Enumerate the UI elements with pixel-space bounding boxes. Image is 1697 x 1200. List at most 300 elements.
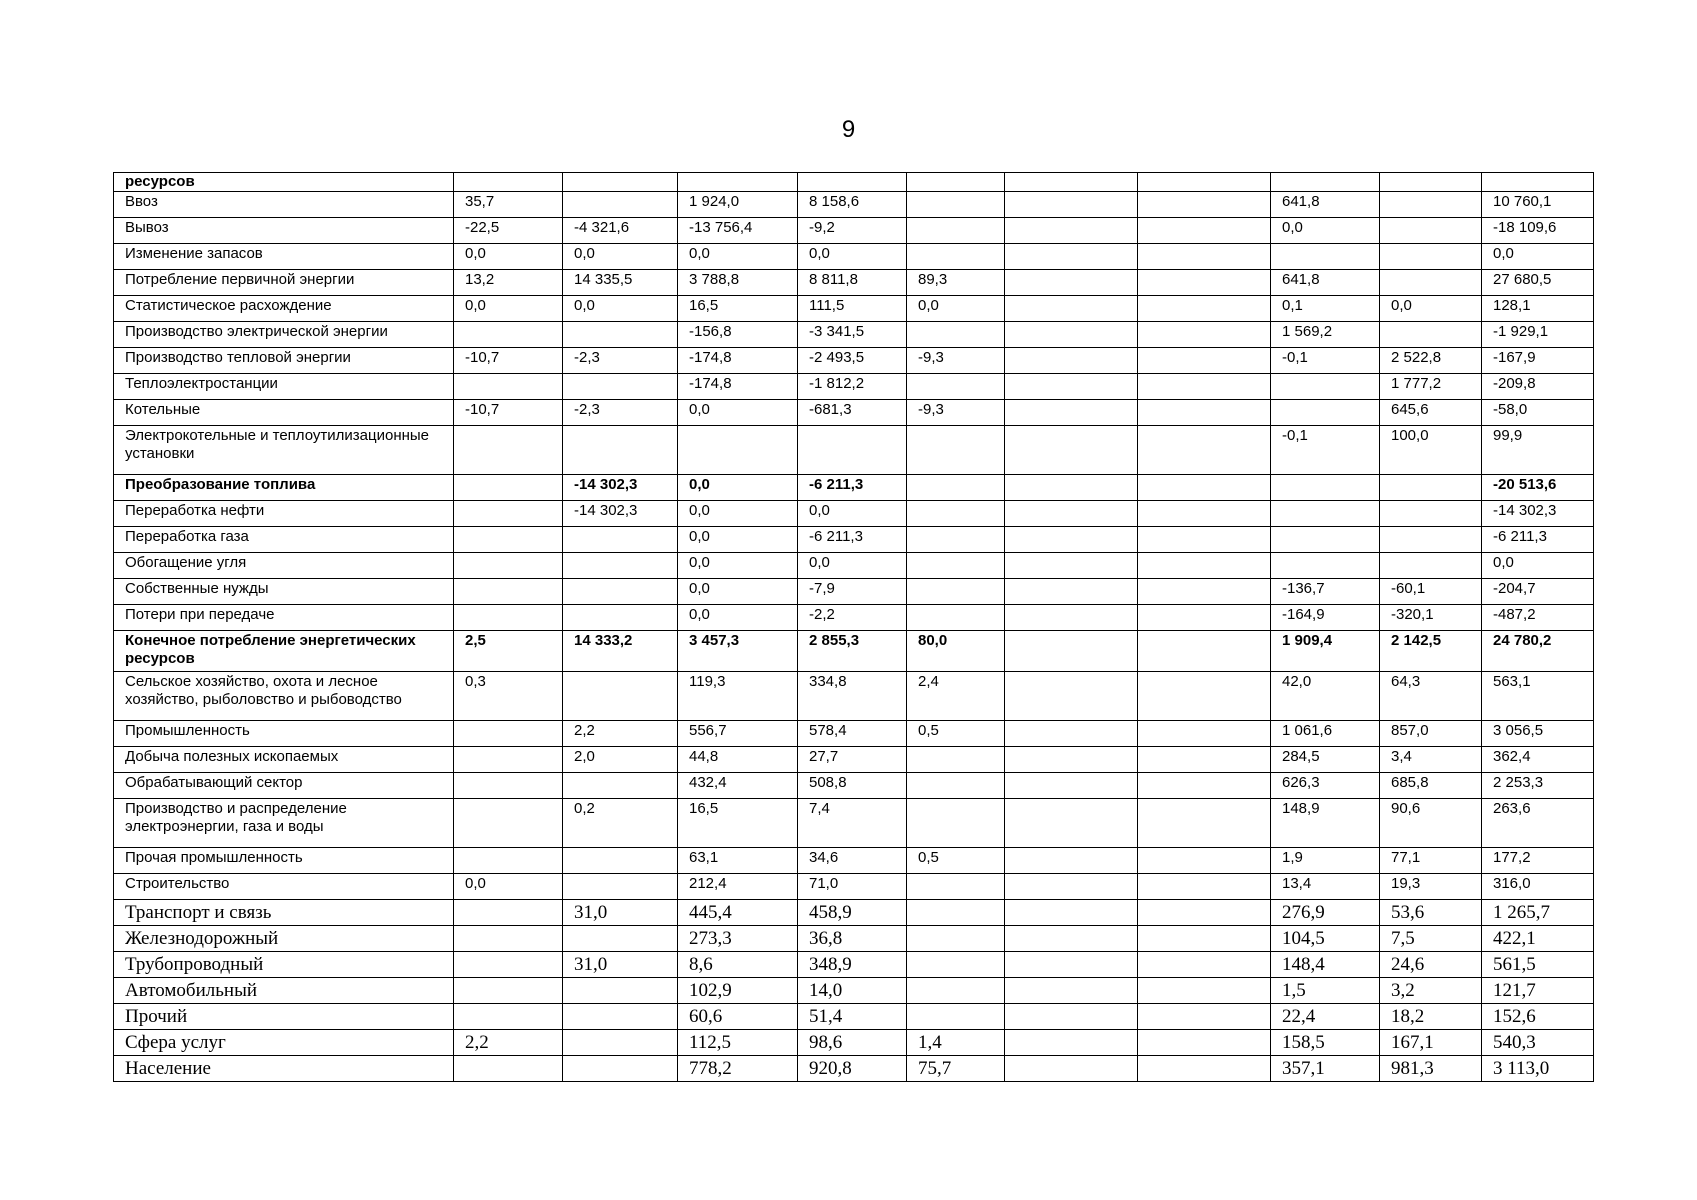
table-cell: -164,9: [1271, 605, 1380, 631]
table-cell: [1005, 400, 1138, 426]
table-cell: -58,0: [1482, 400, 1594, 426]
table-cell: 357,1: [1271, 1056, 1380, 1082]
row-label: Обрабатывающий сектор: [114, 773, 454, 799]
table-cell: -9,3: [907, 400, 1005, 426]
table-cell: 14 335,5: [563, 270, 678, 296]
table-cell: -4 321,6: [563, 218, 678, 244]
table-cell: 626,3: [1271, 773, 1380, 799]
table-cell: 263,6: [1482, 799, 1594, 848]
table-row: [114, 1030, 1594, 1056]
table-cell: [907, 426, 1005, 475]
table-cell: 24 780,2: [1482, 631, 1594, 672]
table-cell: [1005, 296, 1138, 322]
table-cell: 8 158,6: [798, 192, 907, 218]
row-label: Изменение запасов: [114, 244, 454, 270]
table-cell: 3,4: [1380, 747, 1482, 773]
table-cell: [454, 978, 563, 1004]
table-cell: -9,2: [798, 218, 907, 244]
table-cell: [1138, 926, 1271, 952]
table-cell: 7,4: [798, 799, 907, 848]
table-cell: [563, 874, 678, 900]
table-row: [114, 348, 1594, 374]
table-cell: [1005, 579, 1138, 605]
table-cell: [563, 773, 678, 799]
table-cell: [1138, 799, 1271, 848]
table-cell: 0,0: [678, 475, 798, 501]
table-cell: 34,6: [798, 848, 907, 874]
table-cell: 10 760,1: [1482, 192, 1594, 218]
table-cell: [1271, 501, 1380, 527]
table-cell: [678, 426, 798, 475]
table-cell: -209,8: [1482, 374, 1594, 400]
table-cell: 14 333,2: [563, 631, 678, 672]
table-cell: -1 929,1: [1482, 322, 1594, 348]
table-cell: 556,7: [678, 721, 798, 747]
table-cell: -10,7: [454, 348, 563, 374]
table-cell: 167,1: [1380, 1030, 1482, 1056]
row-label: Трубопроводный: [114, 952, 454, 978]
table-cell: [1005, 799, 1138, 848]
table-row: [114, 952, 1594, 978]
table-cell: 22,4: [1271, 1004, 1380, 1030]
table-cell: 19,3: [1380, 874, 1482, 900]
table-cell: 1,4: [907, 1030, 1005, 1056]
table-cell: -1 812,2: [798, 374, 907, 400]
row-label: Население: [114, 1056, 454, 1082]
table-cell: [1005, 244, 1138, 270]
table-cell: [563, 553, 678, 579]
table-row: [114, 1056, 1594, 1082]
table-cell: 31,0: [563, 952, 678, 978]
table-cell: [907, 374, 1005, 400]
table-cell: [907, 747, 1005, 773]
table-cell: 0,0: [1380, 296, 1482, 322]
table-cell: [907, 773, 1005, 799]
table-row: [114, 926, 1594, 952]
table-cell: [907, 579, 1005, 605]
row-label: Прочий: [114, 1004, 454, 1030]
table-cell: 458,9: [798, 900, 907, 926]
table-cell: 685,8: [1380, 773, 1482, 799]
table-cell: 148,9: [1271, 799, 1380, 848]
row-label: Строительство: [114, 874, 454, 900]
table-cell: 2,2: [563, 721, 678, 747]
row-label: Потребление первичной энергии: [114, 270, 454, 296]
table-cell: [563, 672, 678, 721]
table-cell: [1005, 605, 1138, 631]
table-cell: 540,3: [1482, 1030, 1594, 1056]
table-cell: [798, 426, 907, 475]
table-cell: [1138, 322, 1271, 348]
table-cell: [1138, 1030, 1271, 1056]
table-cell: 0,0: [678, 400, 798, 426]
table-cell: 121,7: [1482, 978, 1594, 1004]
table-cell: 0,0: [678, 244, 798, 270]
table-cell: -6 211,3: [1482, 527, 1594, 553]
table-cell: 0,1: [1271, 296, 1380, 322]
table-cell: 64,3: [1380, 672, 1482, 721]
table-cell: 13,4: [1271, 874, 1380, 900]
table-cell: [454, 553, 563, 579]
table-cell: [1271, 475, 1380, 501]
table-cell: -0,1: [1271, 426, 1380, 475]
table-cell: 0,0: [1482, 553, 1594, 579]
table-cell: [907, 475, 1005, 501]
table-cell: [1138, 475, 1271, 501]
table-cell: [1138, 553, 1271, 579]
table-row: [114, 799, 1594, 848]
table-cell: [907, 952, 1005, 978]
table-cell: [1380, 192, 1482, 218]
table-cell: [907, 605, 1005, 631]
row-label: Сфера услуг: [114, 1030, 454, 1056]
table-cell: 3 457,3: [678, 631, 798, 672]
table-cell: 0,0: [798, 244, 907, 270]
table-cell: 111,5: [798, 296, 907, 322]
table-cell: 422,1: [1482, 926, 1594, 952]
table-cell: 0,0: [678, 501, 798, 527]
table-row: [114, 244, 1594, 270]
table-cell: [1005, 672, 1138, 721]
table-cell: [1005, 900, 1138, 926]
table-cell: 0,0: [678, 527, 798, 553]
table-row: [114, 1004, 1594, 1030]
table-cell: [1380, 475, 1482, 501]
table-cell: [1138, 501, 1271, 527]
table-cell: [1138, 527, 1271, 553]
table-cell: [563, 192, 678, 218]
table-cell: 0,0: [678, 605, 798, 631]
table-row: [114, 192, 1594, 218]
table-cell: -2 493,5: [798, 348, 907, 374]
table-cell: [1005, 501, 1138, 527]
table-cell: [454, 747, 563, 773]
row-label: Статистическое расхождение: [114, 296, 454, 322]
table-cell: 0,0: [563, 244, 678, 270]
table-cell: [454, 501, 563, 527]
table-cell: [1138, 296, 1271, 322]
table-cell: 857,0: [1380, 721, 1482, 747]
table-row: [114, 270, 1594, 296]
table-cell: 16,5: [678, 799, 798, 848]
table-cell: 348,9: [798, 952, 907, 978]
row-label: Производство тепловой энергии: [114, 348, 454, 374]
table-cell: [1005, 553, 1138, 579]
table-cell: [1138, 218, 1271, 244]
table-cell: 0,5: [907, 848, 1005, 874]
table-cell: [1271, 173, 1380, 192]
row-label: Железнодорожный: [114, 926, 454, 952]
table-cell: 0,0: [1482, 244, 1594, 270]
table-cell: -174,8: [678, 348, 798, 374]
table-cell: 2,0: [563, 747, 678, 773]
table-cell: 80,0: [907, 631, 1005, 672]
table-cell: [454, 173, 563, 192]
table-cell: [1005, 773, 1138, 799]
table-cell: [1138, 270, 1271, 296]
table-cell: [1005, 426, 1138, 475]
table-cell: 2,2: [454, 1030, 563, 1056]
table-cell: 561,5: [1482, 952, 1594, 978]
table-cell: 0,0: [454, 874, 563, 900]
table-cell: 152,6: [1482, 1004, 1594, 1030]
table-cell: 119,3: [678, 672, 798, 721]
table-cell: 77,1: [1380, 848, 1482, 874]
table-cell: [454, 1004, 563, 1030]
row-label: Транспорт и связь: [114, 900, 454, 926]
table-cell: [1138, 1004, 1271, 1030]
table-cell: 645,6: [1380, 400, 1482, 426]
table-cell: 0,0: [454, 244, 563, 270]
table-cell: [1138, 978, 1271, 1004]
table-cell: [563, 173, 678, 192]
row-label: Вывоз: [114, 218, 454, 244]
table-row: [114, 848, 1594, 874]
table-cell: -9,3: [907, 348, 1005, 374]
table-row: [114, 501, 1594, 527]
table-cell: [907, 527, 1005, 553]
table-cell: 0,3: [454, 672, 563, 721]
table-cell: 13,2: [454, 270, 563, 296]
table-cell: -6 211,3: [798, 527, 907, 553]
table-cell: -18 109,6: [1482, 218, 1594, 244]
table-cell: 273,3: [678, 926, 798, 952]
table-cell: [1138, 192, 1271, 218]
table-cell: 89,3: [907, 270, 1005, 296]
table-cell: [1005, 848, 1138, 874]
table-cell: 177,2: [1482, 848, 1594, 874]
table-cell: 2,4: [907, 672, 1005, 721]
table-row: [114, 631, 1594, 672]
table-cell: [907, 978, 1005, 1004]
table-cell: 1,9: [1271, 848, 1380, 874]
table-cell: 99,9: [1482, 426, 1594, 475]
table-cell: [454, 848, 563, 874]
table-cell: [1005, 926, 1138, 952]
table-cell: [563, 1004, 678, 1030]
table-cell: [1380, 527, 1482, 553]
table-cell: 1,5: [1271, 978, 1380, 1004]
table-row: [114, 426, 1594, 475]
row-label: Собственные нужды: [114, 579, 454, 605]
table-cell: [1138, 400, 1271, 426]
table-cell: -10,7: [454, 400, 563, 426]
table-cell: -167,9: [1482, 348, 1594, 374]
table-cell: [454, 900, 563, 926]
table-cell: [907, 799, 1005, 848]
table-cell: 60,6: [678, 1004, 798, 1030]
table-cell: 508,8: [798, 773, 907, 799]
table-row: [114, 475, 1594, 501]
table-cell: [1138, 900, 1271, 926]
table-cell: [563, 605, 678, 631]
table-cell: [1005, 978, 1138, 1004]
table-cell: [1138, 773, 1271, 799]
table-cell: 641,8: [1271, 192, 1380, 218]
table-cell: 1 061,6: [1271, 721, 1380, 747]
table-cell: [454, 475, 563, 501]
table-cell: [1138, 426, 1271, 475]
table-cell: 334,8: [798, 672, 907, 721]
table-cell: -3 341,5: [798, 322, 907, 348]
row-label: Производство электрической энергии: [114, 322, 454, 348]
table-row: [114, 218, 1594, 244]
row-label: Ввоз: [114, 192, 454, 218]
table-cell: [1138, 579, 1271, 605]
table-cell: 63,1: [678, 848, 798, 874]
table-body: [114, 173, 1594, 1082]
table-cell: [1138, 952, 1271, 978]
table-cell: 3 056,5: [1482, 721, 1594, 747]
table-row: [114, 721, 1594, 747]
table-cell: [454, 773, 563, 799]
table-cell: 98,6: [798, 1030, 907, 1056]
table-cell: [1138, 747, 1271, 773]
table-cell: 31,0: [563, 900, 678, 926]
table-cell: -60,1: [1380, 579, 1482, 605]
table-cell: [1380, 173, 1482, 192]
table-cell: -2,3: [563, 348, 678, 374]
table-cell: [1380, 270, 1482, 296]
table-cell: [454, 952, 563, 978]
table-cell: 563,1: [1482, 672, 1594, 721]
table-cell: [563, 926, 678, 952]
table-cell: [1138, 374, 1271, 400]
table-cell: 981,3: [1380, 1056, 1482, 1082]
table-cell: 44,8: [678, 747, 798, 773]
table-cell: [907, 553, 1005, 579]
table-cell: -13 756,4: [678, 218, 798, 244]
table-cell: [454, 799, 563, 848]
table-cell: [1138, 721, 1271, 747]
table-cell: 14,0: [798, 978, 907, 1004]
table-cell: 0,0: [1271, 218, 1380, 244]
table-row: [114, 605, 1594, 631]
table-cell: [563, 322, 678, 348]
table-cell: -22,5: [454, 218, 563, 244]
table-cell: [1005, 348, 1138, 374]
table-cell: [907, 322, 1005, 348]
table-cell: -14 302,3: [563, 475, 678, 501]
table-cell: [1482, 173, 1594, 192]
table-cell: 0,0: [678, 553, 798, 579]
table-cell: 2 253,3: [1482, 773, 1594, 799]
table-cell: [678, 173, 798, 192]
table-cell: 778,2: [678, 1056, 798, 1082]
table-cell: [1380, 244, 1482, 270]
table-cell: 432,4: [678, 773, 798, 799]
table-cell: 1 265,7: [1482, 900, 1594, 926]
table-cell: 75,7: [907, 1056, 1005, 1082]
table-cell: [1138, 244, 1271, 270]
table-cell: 0,0: [798, 501, 907, 527]
table-cell: -320,1: [1380, 605, 1482, 631]
table-cell: [1138, 605, 1271, 631]
table-cell: 104,5: [1271, 926, 1380, 952]
table-row: [114, 579, 1594, 605]
table-cell: [1005, 475, 1138, 501]
table-row: [114, 173, 1594, 192]
table-cell: [1005, 218, 1138, 244]
table-cell: [454, 527, 563, 553]
table-cell: -681,3: [798, 400, 907, 426]
table-row: [114, 900, 1594, 926]
table-row: [114, 874, 1594, 900]
row-label: Сельское хозяйство, охота и лесное хозяйство, рыболовство и рыбоводство: [114, 672, 454, 721]
table-cell: -136,7: [1271, 579, 1380, 605]
table-row: [114, 296, 1594, 322]
table-cell: [454, 374, 563, 400]
table-cell: [1005, 631, 1138, 672]
table-cell: [1271, 400, 1380, 426]
table-cell: -204,7: [1482, 579, 1594, 605]
table-row: [114, 553, 1594, 579]
table-cell: 148,4: [1271, 952, 1380, 978]
table-cell: 3 113,0: [1482, 1056, 1594, 1082]
table-cell: -156,8: [678, 322, 798, 348]
table-row: [114, 400, 1594, 426]
table-cell: 0,0: [798, 553, 907, 579]
table-cell: [1380, 501, 1482, 527]
table-row: [114, 773, 1594, 799]
table-row: [114, 527, 1594, 553]
table-cell: [563, 374, 678, 400]
table-cell: -7,9: [798, 579, 907, 605]
table-cell: 35,7: [454, 192, 563, 218]
table-cell: 36,8: [798, 926, 907, 952]
table-cell: [454, 926, 563, 952]
table-row: [114, 747, 1594, 773]
table-row: [114, 374, 1594, 400]
table-cell: [563, 426, 678, 475]
row-label: Котельные: [114, 400, 454, 426]
table-cell: 1 569,2: [1271, 322, 1380, 348]
table-cell: 2 522,8: [1380, 348, 1482, 374]
row-label: Электрокотельные и теплоутилизационные установки: [114, 426, 454, 475]
table-cell: [1138, 672, 1271, 721]
table-cell: [907, 926, 1005, 952]
row-label: Конечное потребление энергетических ресурсов: [114, 631, 454, 672]
table-cell: [1005, 1030, 1138, 1056]
table-cell: 27 680,5: [1482, 270, 1594, 296]
table-cell: 1 777,2: [1380, 374, 1482, 400]
table-cell: 27,7: [798, 747, 907, 773]
table-cell: 51,4: [798, 1004, 907, 1030]
row-label: ресурсов: [114, 173, 454, 192]
table-cell: 578,4: [798, 721, 907, 747]
table-cell: 90,6: [1380, 799, 1482, 848]
table-cell: [1005, 192, 1138, 218]
table-cell: 0,2: [563, 799, 678, 848]
row-label: Обогащение угля: [114, 553, 454, 579]
table-cell: [1138, 1056, 1271, 1082]
table-cell: 18,2: [1380, 1004, 1482, 1030]
table-cell: [563, 579, 678, 605]
table-cell: -2,3: [563, 400, 678, 426]
table-cell: 2 855,3: [798, 631, 907, 672]
table-row: [114, 978, 1594, 1004]
table-cell: [1138, 848, 1271, 874]
table-cell: [1138, 348, 1271, 374]
page-number: 9: [841, 116, 856, 143]
table-cell: 1 924,0: [678, 192, 798, 218]
row-label: Теплоэлектростанции: [114, 374, 454, 400]
table-row: [114, 672, 1594, 721]
table-cell: [454, 605, 563, 631]
row-label: Промышленность: [114, 721, 454, 747]
table-cell: [454, 426, 563, 475]
table-cell: 112,5: [678, 1030, 798, 1056]
